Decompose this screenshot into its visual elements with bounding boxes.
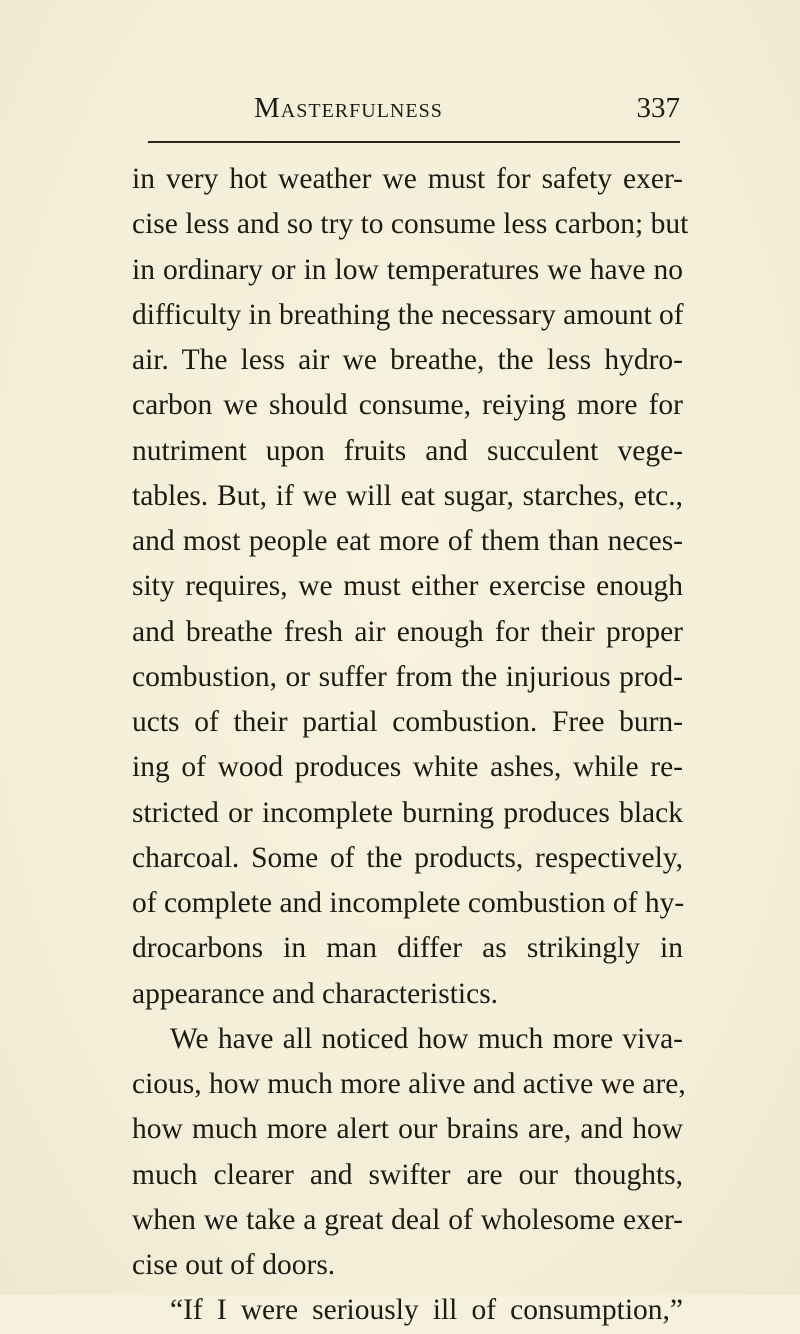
text-line: in ordinary or in low temperatures we have no [132, 253, 683, 286]
text-line: air. The less air we breathe, the less hydro- [132, 344, 683, 376]
text-line: cious, how much more alive and active we are, [132, 1068, 686, 1100]
text-line: cise less and so try to consume less carbon; but [132, 208, 689, 241]
text-line: and most people eat more of them than neces- [132, 525, 683, 557]
text-line: sity requires, we must either exercise enough [132, 570, 683, 603]
text-line: tables. But, if we will eat sugar, starches, etc., [132, 479, 683, 512]
header-rule [148, 141, 680, 143]
page-number: 337 [636, 92, 680, 124]
running-head [254, 92, 680, 136]
text-line: cise out of doors. [132, 1249, 336, 1281]
body-text [132, 157, 689, 1334]
text-line: combustion, or suffer from the injurious prod- [132, 660, 683, 693]
text-line: ucts of their partial combustion. Free burn- [132, 706, 683, 738]
text-line: when we take a great deal of wholesome exer- [132, 1203, 683, 1236]
running-title: Masterfulness [254, 92, 443, 124]
text-line: ing of wood produces white ashes, while re- [132, 751, 683, 784]
text-line: carbon we should consume, reiying more for [132, 389, 683, 422]
text-line: how much more alert our brains are, and how [132, 1113, 683, 1146]
text-line: We have all noticed how much more viva- [170, 1022, 683, 1055]
text-line: drocarbons in man differ as strikingly in [132, 932, 683, 965]
text-line: of complete and incomplete combustion of hy- [132, 887, 685, 919]
text-line: “If I were seriously ill of consumption,” [170, 1294, 683, 1327]
text-line: nutriment upon fruits and succulent vege- [132, 434, 683, 467]
text-line: much clearer and swifter are our thoughts, [132, 1158, 683, 1191]
text-line: stricted or incomplete burning produces black [132, 796, 683, 829]
text-line: charcoal. Some of the products, respectively, [132, 841, 683, 874]
text-line: and breathe fresh air enough for their proper [132, 615, 683, 648]
text-line: in very hot weather we must for safety exer- [132, 163, 683, 195]
text-line: appearance and characteristics. [132, 977, 499, 1010]
text-line: difficulty in breathing the necessary amount of [132, 298, 684, 331]
